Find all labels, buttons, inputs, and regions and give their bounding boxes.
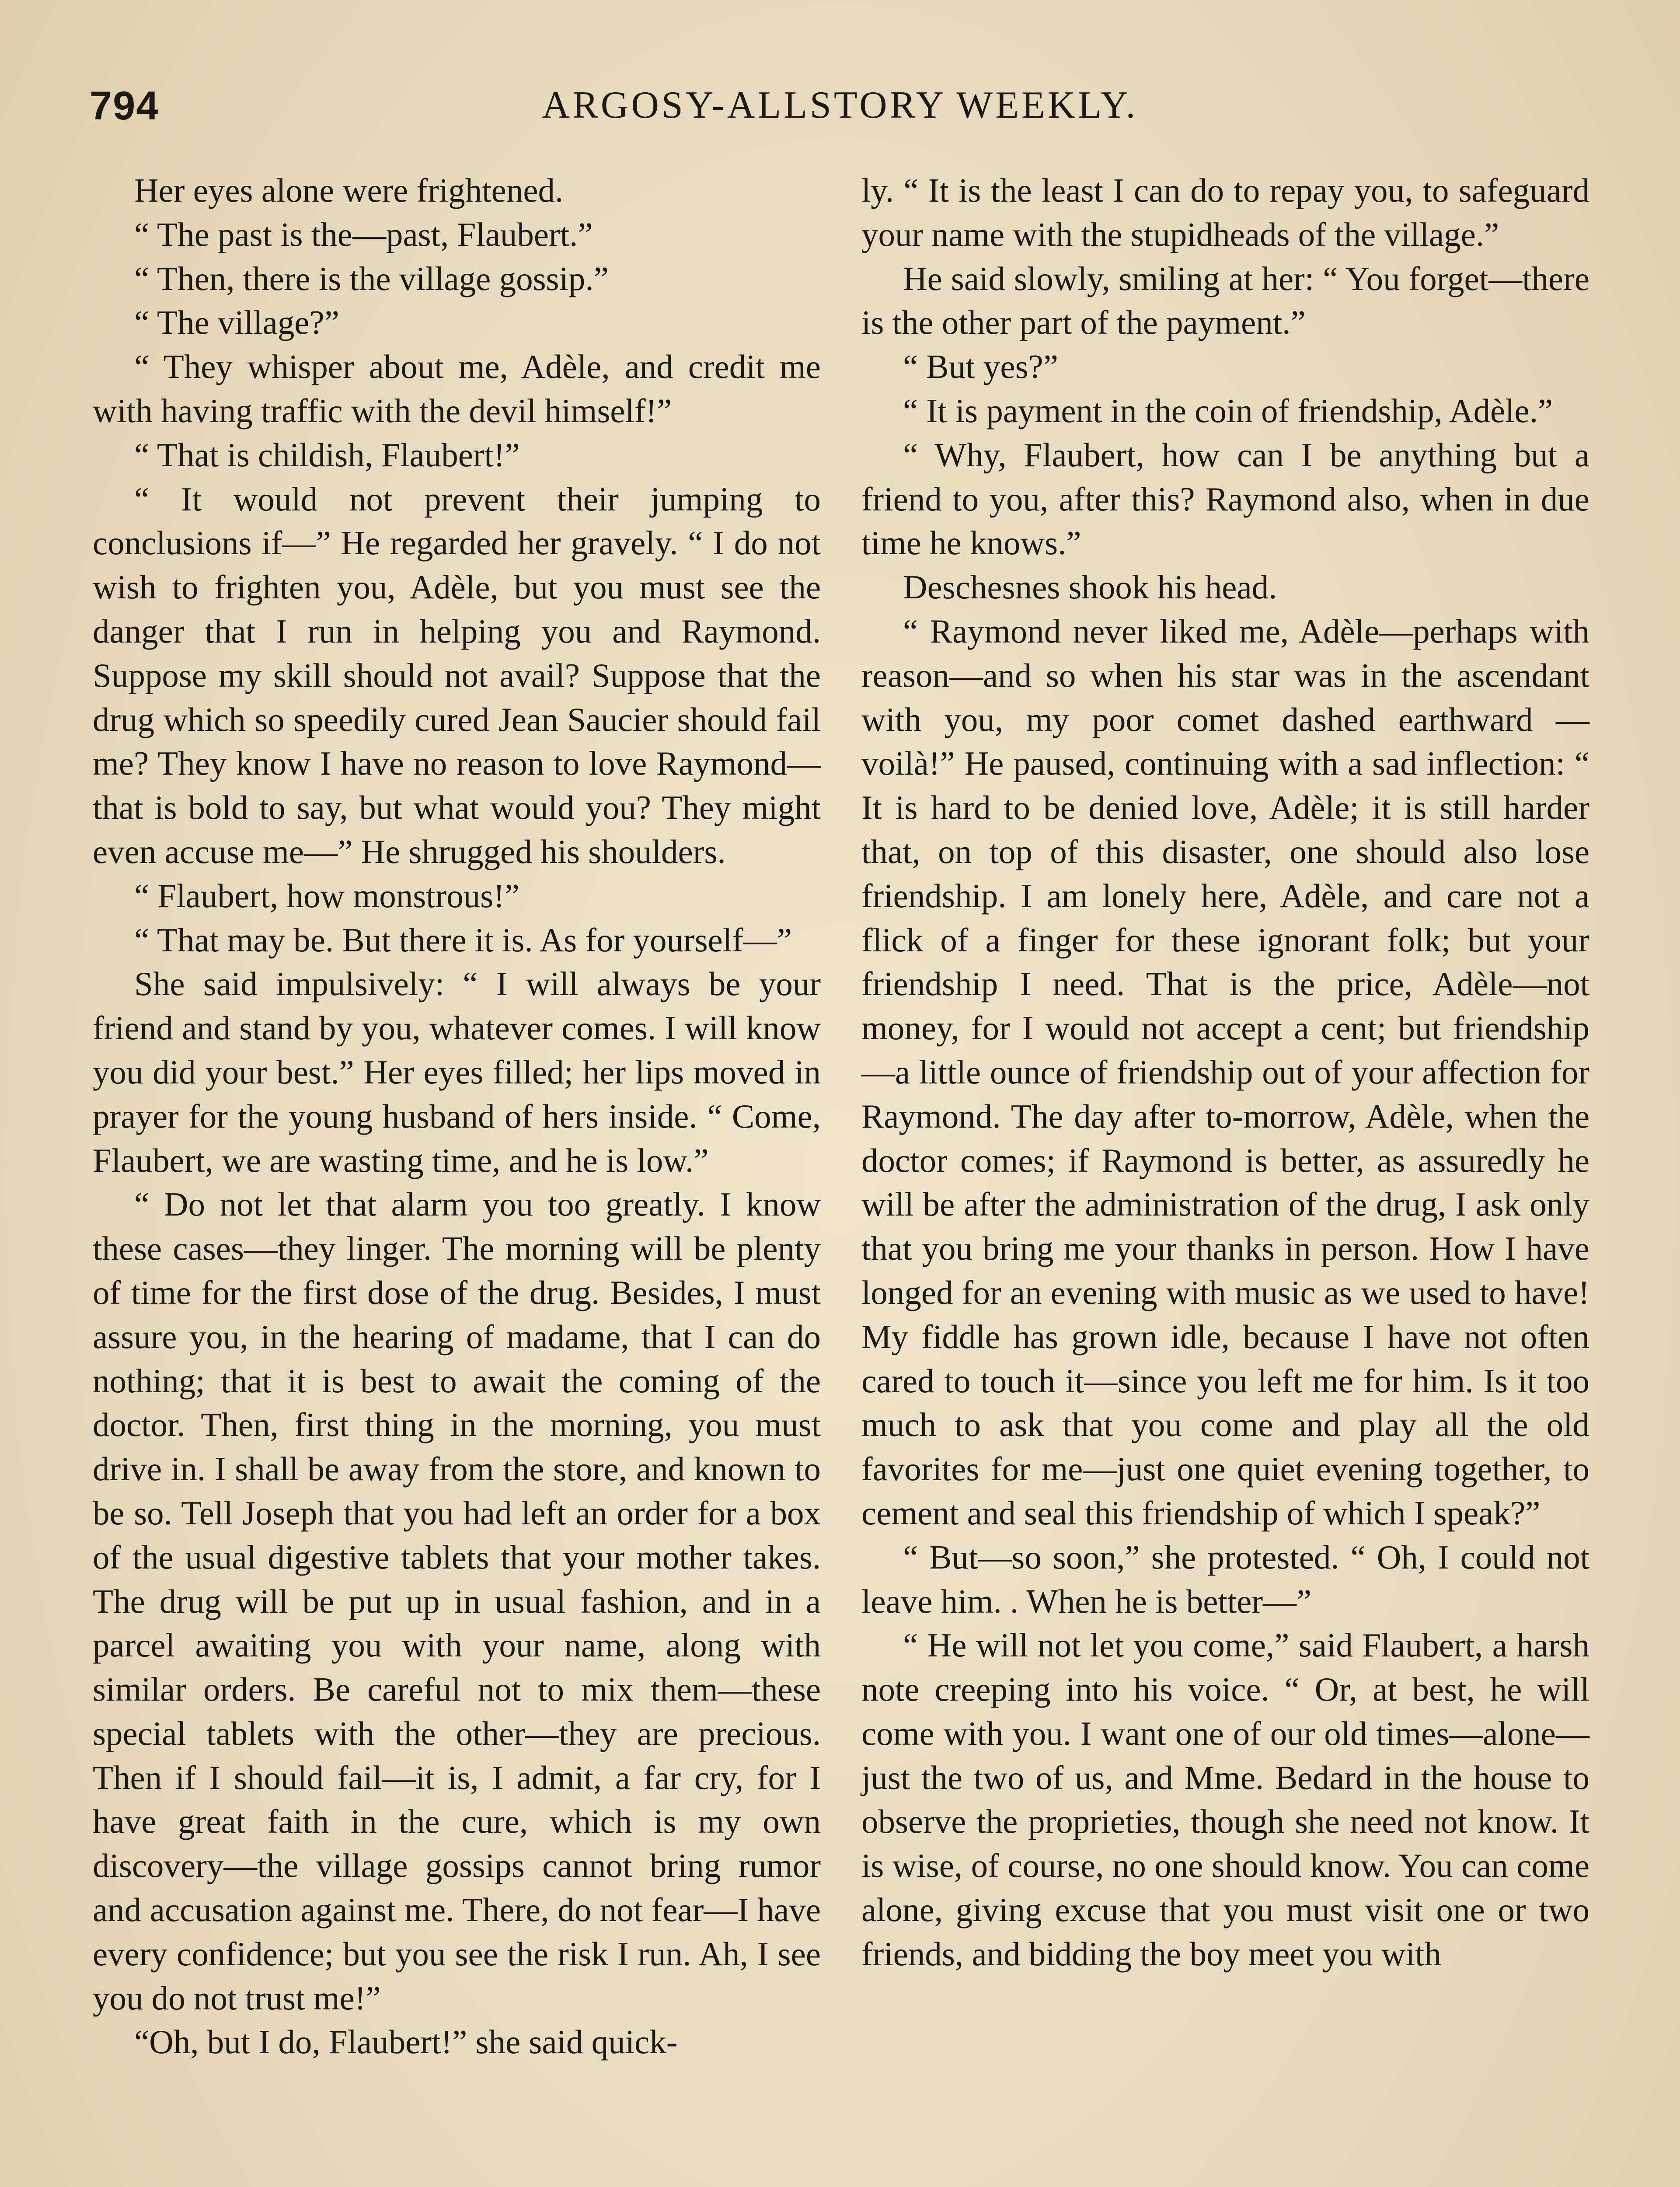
paragraph: ly. “ It is the least I can do to repay you, to safeguard your name with the stupidheads of the village.” xyxy=(861,171,1589,253)
paragraph: “ Why, Flaubert, how can I be anything but a friend to you, after this? Raymond also, when in due time he knows.” xyxy=(861,436,1589,562)
paragraph: “ The past is the—past, Flaubert.” xyxy=(134,215,593,253)
right-text-column xyxy=(861,168,1589,1976)
paragraph: “ But yes?” xyxy=(903,348,1058,386)
paragraph: Her eyes alone were frightened. xyxy=(134,171,564,209)
page-number: 794 xyxy=(90,84,160,128)
running-title: ARGOSY-ALLSTORY WEEKLY. xyxy=(542,84,1138,126)
paragraph: “ He will not let you come,” said Flaubert, a harsh note creeping into his voice. “ Or, at best, he will come with you. I want one of our old times—alone—just the two of us, and Mme. Bedard in the house to observe the proprieties, though she need not know. It is wise, of course, no one should know. You can come alone, giving excuse that you must visit one or two friends, and bidding the boy meet you with xyxy=(861,1626,1589,1973)
paragraph: “ It is payment in the coin of friendship, Adèle.” xyxy=(903,391,1553,430)
paragraph: “ They whisper about me, Adèle, and credit me with having traffic with the devil himself!” xyxy=(93,348,821,430)
paragraph: Deschesnes shook his head. xyxy=(903,568,1277,606)
paragraph: “ Do not let that alarm you too greatly. I know these cases—they linger. The morning will be plenty of time for the first dose of the drug. Besides, I must assure you, in the hearing of madame, that I can do nothing; that it is best to await the coming of the doctor. Then, first thing in the morning, you must drive in. I shall be away from the store, and known to be so. Tell Joseph that you had left an order for a box of the usual digestive tablets that your mother takes. The drug will be put up in usual fashion, and in a parcel awaiting you with your name, along with similar orders. Be careful not to mix them—these special tablets with the other—they are precious. Then if I should fail—it is, I admit, a far cry, for I have great faith in the cure, which is my own discovery—the village gossips cannot bring rumor and accusation against me. There, do not fear—I have every confidence; but you see the risk I run. Ah, I see you do not trust me!” xyxy=(93,1185,821,2017)
paragraph: “ Flaubert, how monstrous!” xyxy=(134,877,520,915)
paragraph: She said impulsively: “ I will always be your friend and stand by you, whatever comes. I will know you did your best.” Her eyes filled; her lips moved in prayer for the young husband of hers inside. “ Come, Flaubert, we are wasting time, and he is low.” xyxy=(93,965,821,1179)
paragraph: “Oh, but I do, Flaubert!” she said quick- xyxy=(134,2023,678,2061)
paragraph: “ Raymond never liked me, Adèle—perhaps with reason—and so when his star was in the ascendant with you, my poor comet dashed earthward — voilà!” He paused, continuing with a sad inflection: “ It is hard to be denied love, Adèle; it is still harder that, on top of this disaster, one should also lose friendship. I am lonely here, Adèle, and care not a flick of a finger for these ignorant folk; but your friendship I need. That is the price, Adèle—not money, for I would not accept a cent; but friendship—a little ounce of friendship out of your affection for Raymond. The day after to-morrow, Adèle, when the doctor comes; if Raymond is better, as assuredly he will be after the administration of the drug, I ask only that you bring me your thanks in person. How I have longed for an evening with music as we used to have! My fiddle has grown idle, because I have not often cared to touch it—since you left me for him. Is it too much to ask that you come and play all the old favorites for me—just one quiet evening together, to cement and seal this friendship of which I speak?” xyxy=(861,612,1589,1532)
paragraph: He said slowly, smiling at her: “ You forget—there is the other part of the payment.” xyxy=(861,259,1589,342)
left-text-column xyxy=(93,168,821,2064)
paragraph: “ The village?” xyxy=(134,304,339,342)
paragraph: “ That is childish, Flaubert!” xyxy=(134,436,520,474)
paragraph: “ That may be. But there it is. As for yourself—” xyxy=(134,921,792,959)
paragraph: “ It would not prevent their jumping to conclusions if—” He regarded her gravely. “ I do not wish to frighten you, Adèle, but you must see the danger that I run in helping you and Raymond. Suppose my skill should not avail? Suppose that the drug which so speedily cured Jean Saucier should fail me? They know I have no reason to love Raymond—that is bold to say, but what would you? They might even accuse me—” He shrugged his shoulders. xyxy=(93,480,821,870)
paragraph: “ But—so soon,” she protested. “ Oh, I could not leave him. . When he is better—” xyxy=(861,1538,1589,1620)
paragraph: “ Then, there is the village gossip.” xyxy=(134,259,609,297)
page-header xyxy=(90,83,1590,136)
